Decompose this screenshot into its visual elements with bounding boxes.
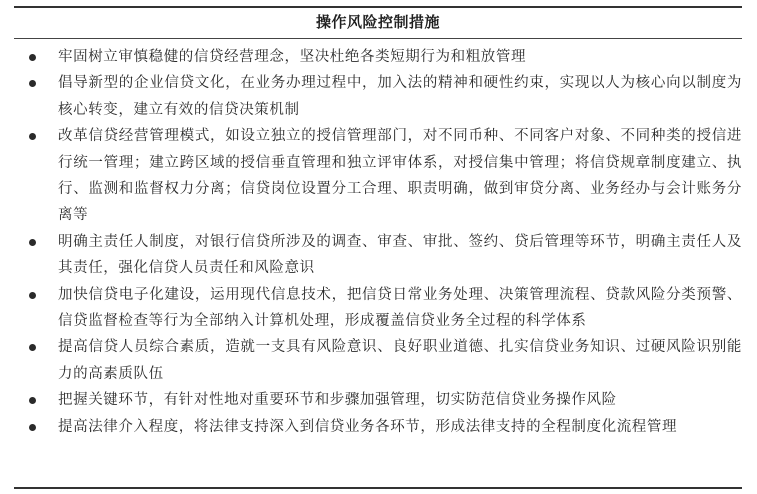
list-item-text: 把握关键环节，有针对性地对重要环节和步骤加强管理，切实防范信贷业务操作风险 (58, 392, 617, 409)
bullet-icon (29, 133, 36, 140)
risk-control-table (14, 6, 742, 488)
list-item (14, 387, 742, 413)
list-item (14, 282, 742, 335)
bullet-icon (29, 54, 36, 61)
bullet-icon (29, 397, 36, 404)
list-item-text: 明确主责任人制度，对银行信贷所涉及的调查、审查、审批、签约、贷后管理等环节，明确主责任人及其责任，强化信贷人员责任和风险意识 (58, 233, 742, 277)
bullet-icon (29, 424, 36, 431)
list-item-text: 倡导新型的企业信贷文化，在业务办理过程中，加入法的精神和硬性约束，实现以人为核心向以制度为核心转变，建立有效的信贷决策机制 (58, 75, 742, 118)
list-item (14, 414, 742, 440)
list-item (14, 70, 742, 123)
bottom-rule (14, 487, 742, 489)
header-rule (14, 38, 742, 39)
list-item-text: 加快信贷电子化建设，运用现代信息技术，把信贷日常业务处理、决策管理流程、贷款风险分类预警、信贷监督检查等行为全部纳入计算机处理，形成覆盖信贷业务全过程的科学体系 (58, 286, 742, 330)
list-item (14, 44, 742, 70)
measures-list (14, 44, 742, 440)
bullet-icon (29, 344, 36, 351)
bullet-icon (29, 239, 36, 246)
list-item-text: 牢固树立审慎稳健的信贷经营理念，坚决杜绝各类短期行为和粗放管理 (58, 49, 527, 65)
list-item-text: 提高信贷人员综合素质，造就一支具有风险意识、良好职业道德、扎实信贷业务知识、过硬风险识别能力的高素质队伍 (58, 339, 742, 382)
table-title: 操作风险控制措施 (315, 13, 440, 31)
list-item (14, 334, 742, 387)
list-item (14, 123, 742, 229)
bullet-icon (29, 80, 36, 87)
top-rule (14, 6, 742, 8)
list-item-text: 提高法律介入程度，将法律支持深入到信贷业务各环节，形成法律支持的全程制度化流程管理 (58, 418, 678, 435)
list-item (14, 229, 742, 282)
bullet-icon (29, 292, 36, 299)
list-item-text: 改革信贷经营管理模式，如设立独立的授信管理部门，对不同币种、不同客户对象、不同种类的授信进行统一管理；建立跨区域的授信垂直管理和独立评审体系，对授信集中管理；将信贷规章制度建立、执行、监测和监督权力分离；信贷岗位设置分工合理、职责明确，做到审贷分离、业务经办与会计账务分离等 (58, 128, 742, 224)
